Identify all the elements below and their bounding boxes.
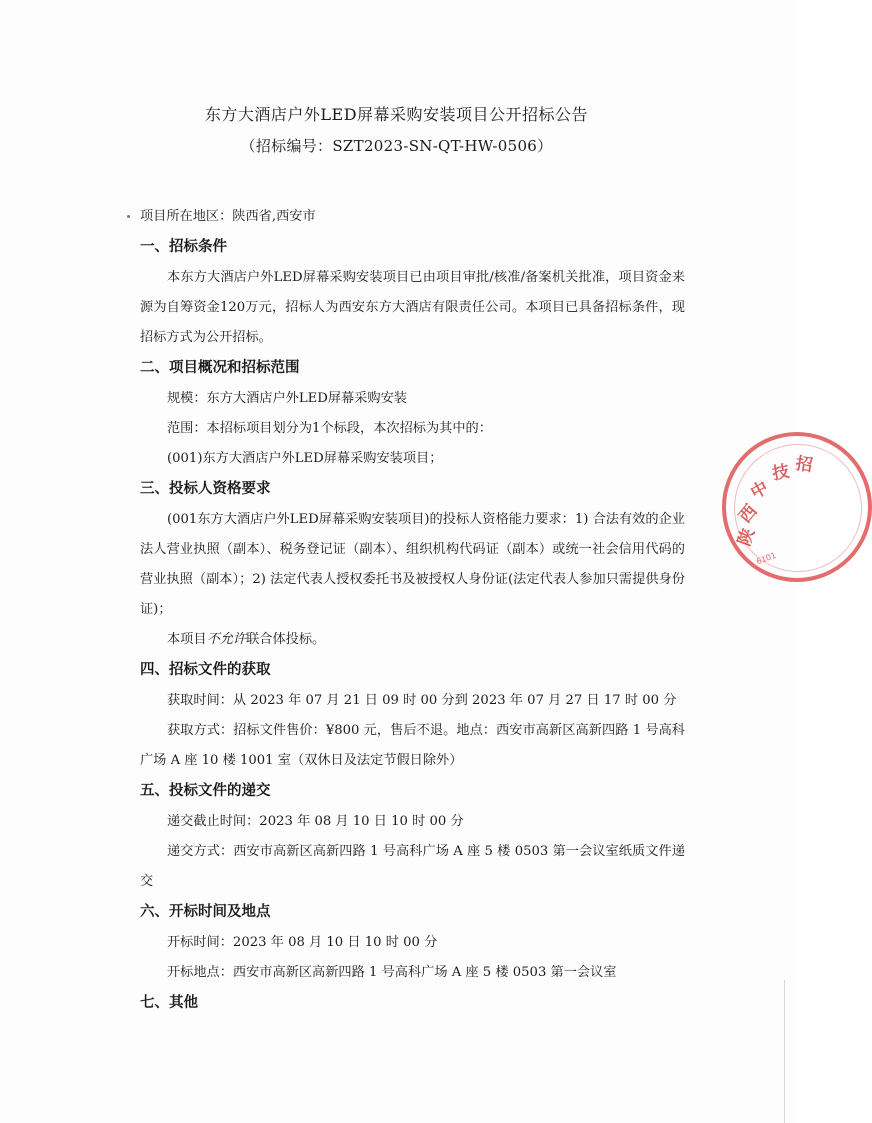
conditions-paragraph: 本东方大酒店户外LED屏幕采购安装项目已由项目审批/核准/备案机关批准，项目资金来源为自筹资金120万元，招标人为西安东方大酒店有限责任公司。本项目已具备招标条件，现招标方式为公开招标。 [140,270,685,345]
seal-code: 6101 [755,550,778,567]
qualification-paragraph: (001东方大酒店户外LED屏幕采购安装项目)的投标人资格能力要求：1) 合法有效的企业法人营业执照（副本）、税务登记证（副本）、组织机构代码证（副本）或统一社会信用代码的营业执照（副本）；2) 法定代表人授权委托书及被授权人身份证(法定代表人参加只需提供身份证)； [140,512,685,617]
section-heading-submission: 五、投标文件的递交 [140,783,271,799]
obtain-time: 获取时间：从 2023 年 07 月 21 日 09 时 00 分到 2023 年 07 月 27 日 17 时 00 分 [167,693,677,708]
submission-method: 递交方式：西安市高新区高新四路 1 号高科广场 A 座 5 楼 0503 第一会议室纸质文件递交 [140,844,685,889]
seal-char-2: 西 [735,501,762,528]
project-lot: (001)东方大酒店户外LED屏幕采购安装项目； [167,451,443,466]
scan-edge-line [784,980,785,1123]
official-seal [722,432,872,582]
project-region: 项目所在地区：陕西省,西安市 [140,209,316,224]
consortium-statement [140,625,685,655]
seal-char-5: 招 [794,453,814,477]
consortium-suffix: 联合体投标。 [246,632,326,647]
document-title: 东方大酒店户外LED屏幕采购安装项目公开招标公告 [204,105,589,124]
opening-place: 开标地点：西安市高新区高新四路 1 号高科广场 A 座 5 楼 0503 第一会议室 [167,965,617,980]
project-scale: 规模：东方大酒店户外LED屏幕采购安装 [167,391,407,406]
tender-number: （招标编号：SZT2023-SN-QT-HW-0506） [240,137,553,155]
obtain-method: 获取方式：招标文件售价：¥800 元，售后不退。地点：西安市高新区高新四路 1 号高科广场 A 座 10 楼 1001 室（双休日及法定节假日除外） [140,723,685,768]
scan-speck [127,215,130,218]
seal-char-4: 技 [770,461,792,485]
submission-deadline: 递交截止时间：2023 年 08 月 10 日 10 时 00 分 [167,814,464,829]
seal-char-3: 中 [747,477,773,504]
section-heading-conditions: 一、招标条件 [140,239,227,255]
opening-time: 开标时间：2023 年 08 月 10 日 10 时 00 分 [167,935,438,950]
section-heading-opening: 六、开标时间及地点 [140,904,271,920]
project-scope: 范围：本招标项目划分为1个标段，本次招标为其中的： [167,421,492,436]
consortium-prefix: 本项目 [167,632,207,647]
section-heading-overview: 二、项目概况和招标范围 [140,360,300,376]
seal-char-1: 陕 [734,525,760,549]
consortium-not-allowed: 不允许 [206,632,247,647]
section-heading-qualification: 三、投标人资格要求 [140,481,271,497]
document-body [140,202,685,1019]
section-heading-other: 七、其他 [140,995,198,1011]
section-heading-obtain-docs: 四、招标文件的获取 [140,662,271,678]
